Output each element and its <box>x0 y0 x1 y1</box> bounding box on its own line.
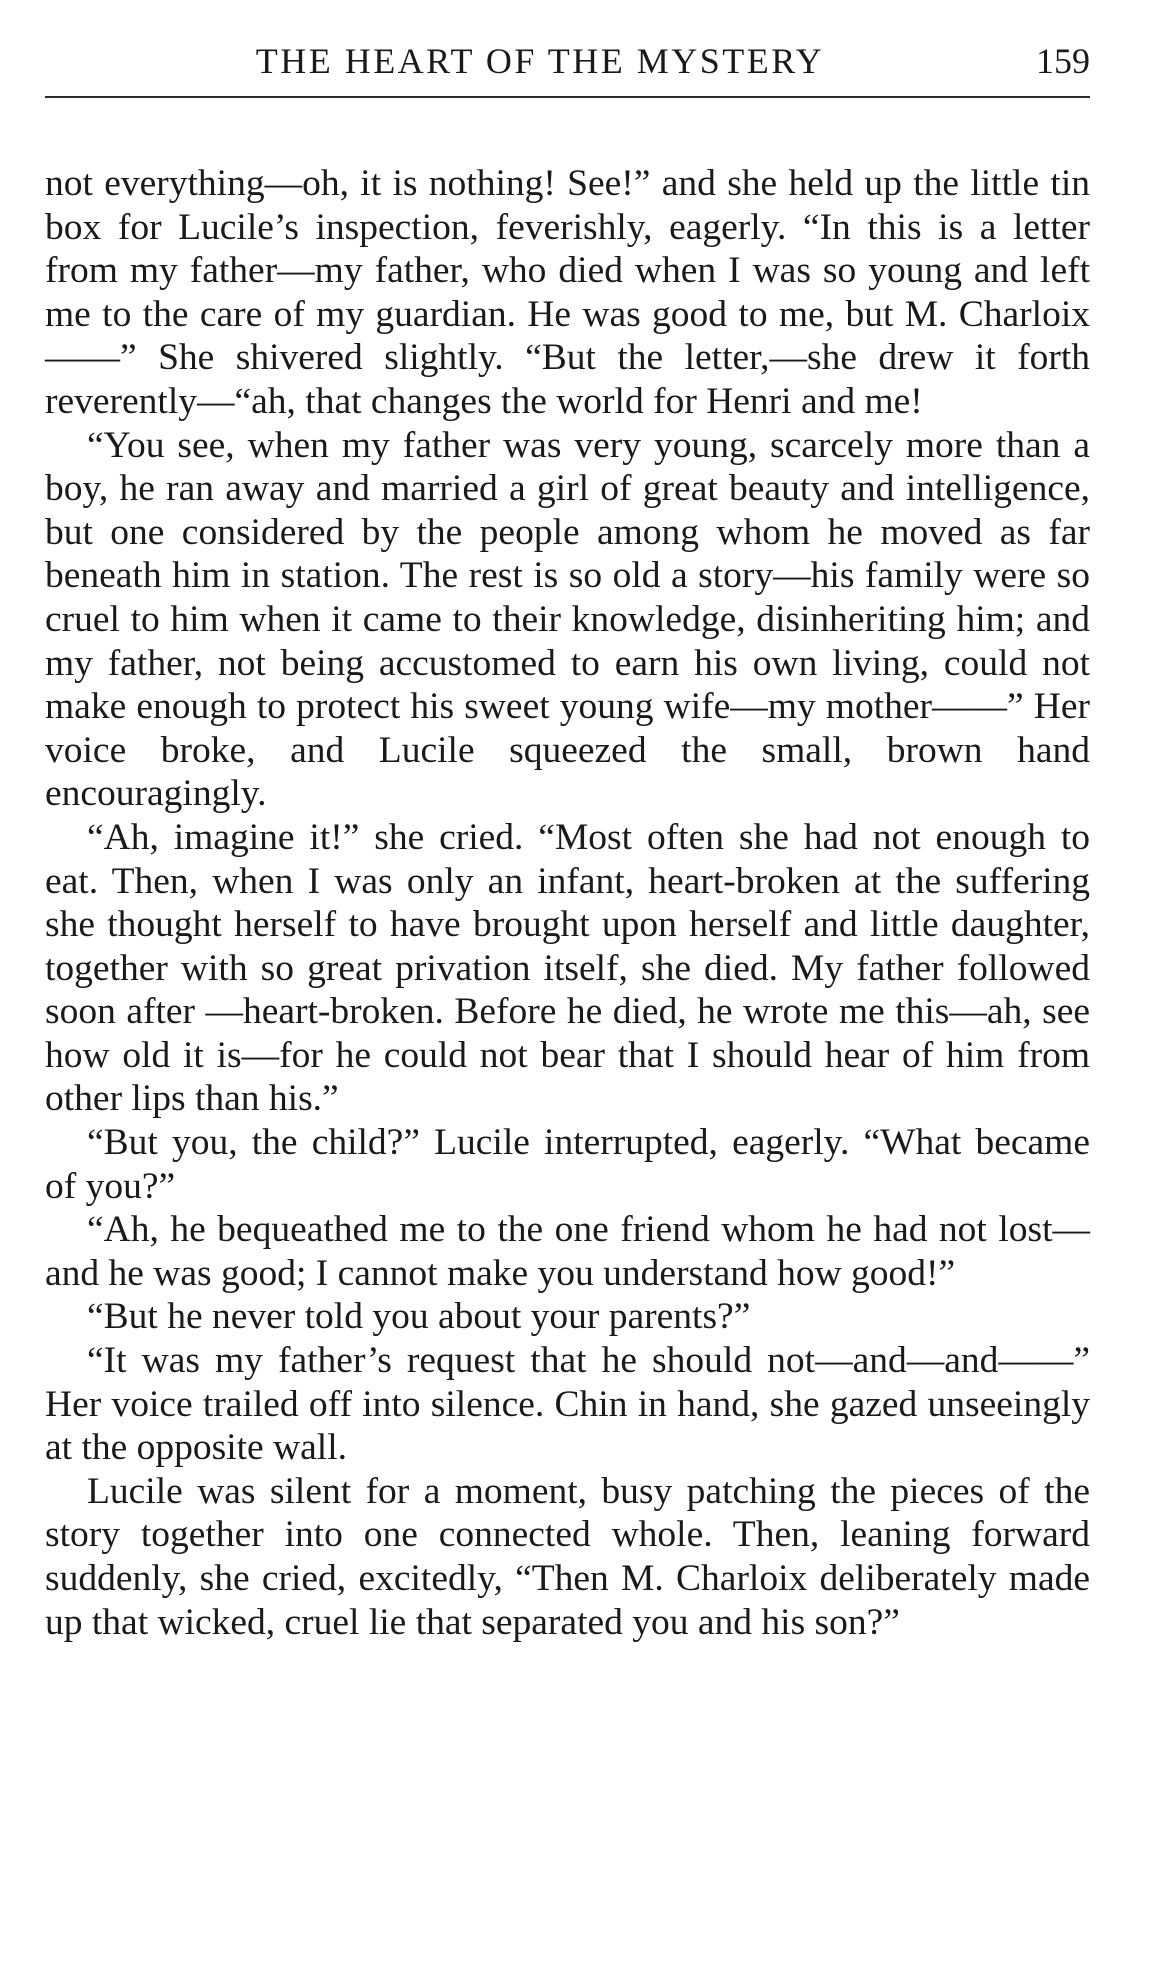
paragraph: “Ah, imagine it!” she cried. “Most often she had not enough to eat. Then, when I was only an infant, heart-broken at the suffering she thought herself to have brought upon herself and little daughter, together with so great privation itself, she died. My father followed soon after —heart-broken. Before he died, he wrote me this—ah, see how old it is—for he could not bear that I should hear of him from other lips than his.” <box>45 816 1090 1120</box>
paragraph: not everything—oh, it is nothing! See!” and she held up the little tin box for Lucile’s inspection, feverishly, eagerly. “In this is a letter from my father—my father, who died when I was so young and left me to the care of my guardian. He was good to me, but M. Charloix——” She shivered slightly. “But the letter,—she drew it forth reverently—“ah, that changes the world for Henri and me! <box>45 163 1090 422</box>
running-header <box>45 38 1090 98</box>
paragraph: “But he never told you about your parents?” <box>87 1296 751 1338</box>
paragraph: “But you, the child?” Lucile interrupted, eagerly. “What became of you?” <box>45 1122 1090 1207</box>
page-number: 159 <box>1036 41 1090 81</box>
running-title: THE HEART OF THE MYSTERY <box>255 41 825 81</box>
paragraph: “You see, when my father was very young, scarcely more than a boy, he ran away and married a girl of great beauty and intelligence, but one considered by the people among whom he moved as far beneath him in station. The rest is so old a story—his family were so cruel to him when it came to their knowledge, disinheriting him; and my father, not being accustomed to earn his own living, could not make enough to protect his sweet young wife—my mother——” Her voice broke, and Lucile squeezed the small, brown hand encouragingly. <box>45 424 1090 815</box>
paragraph: Lucile was silent for a moment, busy patching the pieces of the story together into one connected whole. Then, leaning forward suddenly, she cried, excitedly, “Then M. Charloix deliberately made up that wicked, cruel lie that separated you and his son?” <box>45 1470 1090 1643</box>
paragraph: “Ah, he bequeathed me to the one friend whom he had not lost—and he was good; I cannot make you understand how good!” <box>45 1209 1090 1294</box>
paragraph: “It was my father’s request that he should not—and—and——” Her voice trailed off into silence. Chin in hand, she gazed unseeingly at the opposite wall. <box>45 1340 1090 1469</box>
body-text <box>45 162 1090 1644</box>
